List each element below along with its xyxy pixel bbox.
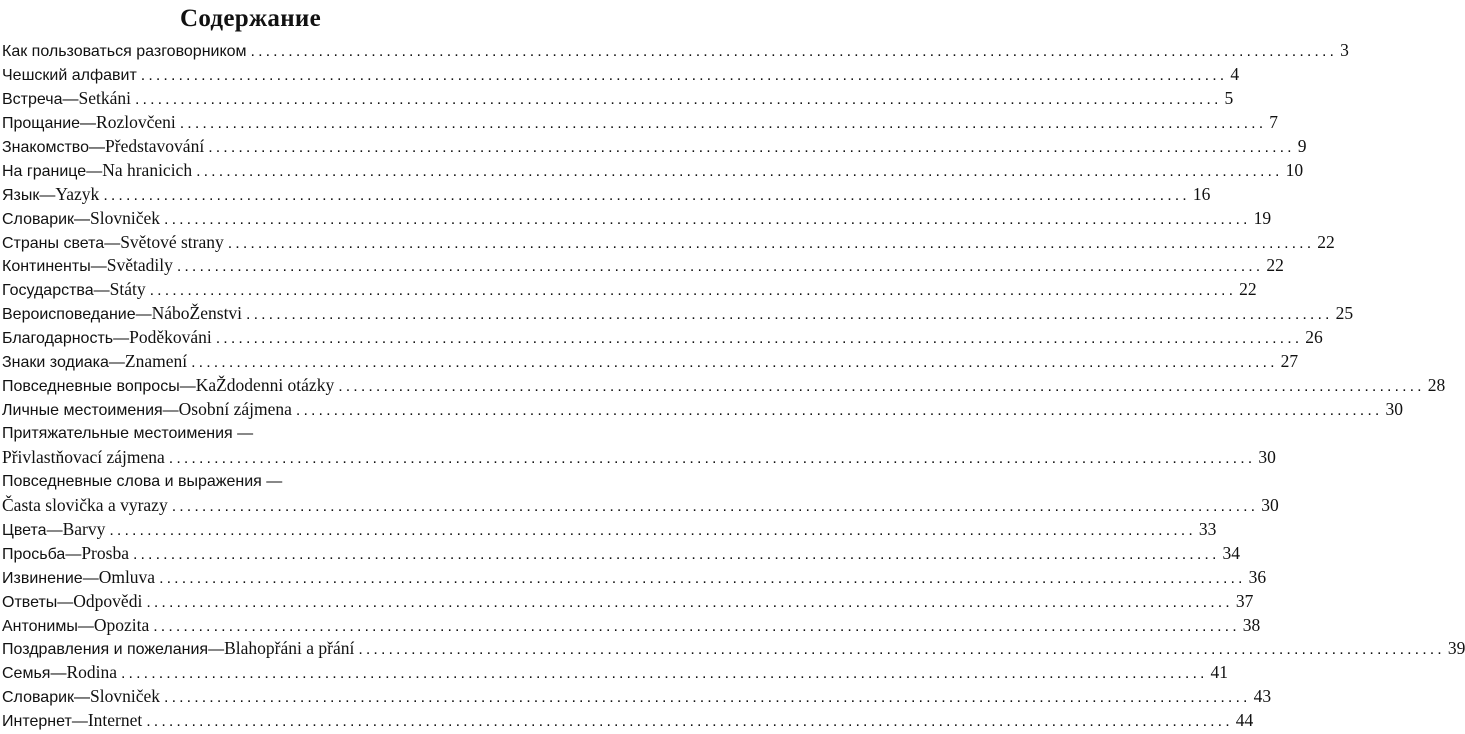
toc-entry-page: 30 [1258, 446, 1276, 467]
toc-entry [2, 254, 1284, 278]
toc-entry-ru: Вероисповедание [2, 306, 136, 324]
toc-entry-ru: Континенты [2, 258, 91, 276]
toc-entry-ru: Повседневные вопросы [2, 378, 180, 396]
toc-entry-cz: Osobní zájmena [178, 399, 292, 420]
toc-entry-page: 5 [1224, 87, 1234, 108]
dot-leader [141, 64, 1228, 88]
toc-entry-ru: Просьба [2, 545, 66, 563]
toc-entry-page: 41 [1210, 662, 1229, 683]
toc-entry [2, 39, 1349, 63]
dot-leader [150, 279, 1237, 303]
toc-separator: — [57, 593, 74, 611]
dot-leader [146, 710, 1233, 734]
toc-entry-page: 30 [1261, 494, 1279, 515]
dot-leader [358, 638, 1445, 662]
toc-entry-ru: Цвета [2, 521, 47, 539]
toc-entry-cz: Barvy [62, 518, 106, 539]
toc-entry [2, 614, 1261, 638]
toc-entry-cz: Poděkováni [129, 327, 212, 348]
toc-entry-ru: Семья [2, 665, 51, 683]
dot-leader [296, 399, 1383, 423]
toc-entry [2, 63, 1240, 87]
toc-entry-cz: Yazyk [55, 183, 100, 204]
toc-entry-ru: Страны света [2, 234, 105, 252]
toc-entry [2, 350, 1299, 374]
toc-entry [2, 135, 1307, 159]
toc-entry-ru: Встреча [2, 90, 63, 108]
toc-entry-page: 9 [1297, 135, 1307, 156]
toc-entry [2, 207, 1272, 231]
toc-entry-ru: Как пользоваться разговорником [2, 43, 247, 60]
toc-entry-cz: Opozita [93, 614, 150, 635]
toc-entry-page: 3 [1340, 40, 1349, 60]
toc-entry [2, 231, 1335, 255]
toc-entry-heading-line [2, 422, 499, 446]
toc-entry-cz: Omluva [98, 566, 156, 587]
toc-separator: — [82, 569, 99, 587]
dot-leader [180, 112, 1267, 136]
toc-entry-cz: Rodina [66, 662, 118, 683]
dot-leader [228, 232, 1315, 256]
toc-entry-ru: Словарик [2, 689, 75, 707]
dot-leader [133, 543, 1220, 567]
toc-entry-page: 19 [1253, 207, 1272, 228]
dot-leader [208, 136, 1295, 160]
toc-entry-ru: Личные местоимения [2, 402, 163, 420]
toc-entry [2, 709, 1254, 733]
dot-leader [246, 303, 1333, 327]
toc-entry-cz: Setkáni [78, 87, 131, 108]
toc-separator: — [90, 258, 107, 276]
toc-entry-ru: Язык [2, 186, 40, 204]
toc-entry-page: 4 [1230, 63, 1240, 84]
toc-entry-ru: Притяжательные местоимения — [2, 425, 254, 442]
toc-separator: — [208, 641, 225, 659]
toc-separator: — [86, 162, 103, 180]
dot-leader [164, 208, 1251, 232]
toc-separator: — [50, 665, 67, 683]
toc-list [2, 39, 1465, 733]
dot-leader [169, 447, 1256, 471]
toc-separator: — [113, 330, 130, 348]
toc-entry-page: 30 [1385, 399, 1403, 420]
toc-entry-page: 25 [1335, 303, 1354, 324]
dot-leader [146, 591, 1233, 615]
toc-entry-ru: На границе [2, 162, 87, 180]
toc-entry [2, 518, 1217, 542]
toc-entry-ru: Интернет [2, 713, 72, 731]
toc-entry [2, 159, 1304, 183]
dot-leader [172, 495, 1259, 519]
dot-leader [338, 375, 1425, 399]
dot-leader [103, 184, 1190, 208]
toc-entry [2, 302, 1354, 326]
toc-entry-page: 34 [1222, 542, 1240, 563]
toc-separator: — [71, 713, 88, 731]
dot-leader [191, 351, 1278, 375]
dot-leader [196, 160, 1283, 184]
toc-separator: — [135, 306, 152, 324]
toc-entry-page: 43 [1253, 686, 1272, 707]
toc-separator: — [108, 354, 125, 372]
dot-leader [164, 686, 1251, 710]
toc-entry-cz: Světadily [106, 255, 173, 276]
toc-entry-page: 28 [1427, 375, 1446, 396]
toc-separator: — [74, 689, 91, 707]
toc-separator: — [77, 617, 94, 635]
dot-leader [159, 567, 1246, 591]
dot-leader [135, 88, 1222, 112]
toc-entry-cz: Internet [87, 710, 143, 731]
toc-separator: — [179, 378, 196, 396]
toc-entry [2, 183, 1211, 207]
toc-entry-cz: Na hranicich [102, 159, 193, 180]
toc-separator: — [62, 90, 79, 108]
toc-entry-page: 36 [1248, 566, 1267, 587]
toc-separator: — [74, 210, 91, 228]
toc-entry-ru: Поздравления и пожелания [2, 641, 209, 659]
toc-entry-cz: KaŽdodenni otázky [195, 375, 335, 396]
toc-entry-ru: Знакомство [2, 138, 90, 156]
toc-entry-page: 27 [1280, 351, 1299, 372]
toc-entry [2, 542, 1240, 566]
toc-entry-continuation [2, 446, 1276, 470]
toc-separator: — [89, 138, 106, 156]
toc-entry-ru: Знаки зодиака [2, 354, 109, 372]
dot-leader [109, 519, 1196, 543]
dot-leader [216, 327, 1303, 351]
toc-entry-ru: Извинение [2, 569, 83, 587]
toc-entry [2, 590, 1254, 614]
toc-entry-ru: Антонимы [2, 617, 78, 635]
toc-entry-page: 44 [1235, 710, 1254, 731]
toc-entry-cz: Přivlastňovací zájmena [2, 446, 165, 467]
toc-entry-ru: Государства [2, 282, 94, 300]
toc-separator: — [39, 186, 56, 204]
toc-entry [2, 566, 1267, 590]
dot-leader [251, 40, 1338, 64]
toc-entry [2, 685, 1272, 709]
toc-entry-continuation [2, 494, 1279, 518]
toc-entry-ru: Чешский алфавит [2, 66, 137, 84]
toc-entry-cz: Světové strany [120, 231, 224, 252]
toc-entry-page: 10 [1285, 159, 1304, 180]
toc-entry-page: 37 [1235, 590, 1254, 611]
dot-leader [121, 662, 1208, 686]
toc-entry-page: 7 [1269, 111, 1279, 132]
toc-entry-cz: Znamení [124, 351, 188, 372]
toc-entry-heading-line [2, 470, 499, 494]
toc-entry-page: 38 [1242, 614, 1261, 635]
toc-entry-cz: Představování [105, 135, 205, 156]
page-title: Содержание [179, 5, 321, 32]
toc-separator: — [80, 114, 97, 132]
toc-entry-ru: Ответы [2, 593, 58, 611]
toc-entry [2, 87, 1234, 111]
toc-entry-cz: NáboŽenstvi [151, 303, 243, 324]
toc-entry-page: 26 [1305, 327, 1323, 348]
toc-separator: — [104, 234, 121, 252]
toc-entry [2, 278, 1257, 302]
toc-entry [2, 326, 1323, 350]
toc-entry-cz: Blahopřáni a přání [224, 638, 355, 659]
toc-entry-cz: Slovniček [90, 207, 161, 228]
toc-entry-page: 22 [1266, 255, 1284, 276]
toc-separator: — [46, 521, 63, 539]
toc-separator: — [93, 282, 110, 300]
toc-entry-page: 39 [1447, 638, 1465, 659]
toc-entry-page: 22 [1239, 279, 1257, 300]
toc-entry-ru: Повседневные слова и выражения — [2, 472, 283, 490]
toc-entry-cz: Prosba [81, 542, 129, 563]
toc-entry [2, 661, 1229, 685]
toc-entry [2, 637, 1465, 661]
toc-entry [2, 374, 1446, 398]
toc-entry-cz: Státy [109, 279, 146, 300]
toc-separator: — [162, 402, 179, 420]
toc-entry [2, 111, 1279, 135]
toc-entry-ru: Прощание [2, 114, 81, 132]
toc-entry-cz: Slovniček [90, 686, 161, 707]
dot-leader [153, 615, 1240, 639]
toc-entry-page: 22 [1317, 231, 1335, 252]
dot-leader [177, 255, 1264, 279]
toc-entry [2, 398, 1403, 422]
toc-entry-ru: Словарик [2, 210, 75, 228]
toc-entry-cz: Odpovědi [73, 590, 143, 611]
toc-entry-ru: Благодарность [2, 330, 114, 348]
toc-entry-page: 16 [1192, 183, 1211, 204]
toc-separator: — [65, 545, 82, 563]
toc-entry-cz: Časta slovička a vyrazy [2, 494, 168, 515]
toc-entry-cz: Rozlovčeni [96, 111, 176, 132]
toc-entry-page: 33 [1198, 518, 1217, 539]
